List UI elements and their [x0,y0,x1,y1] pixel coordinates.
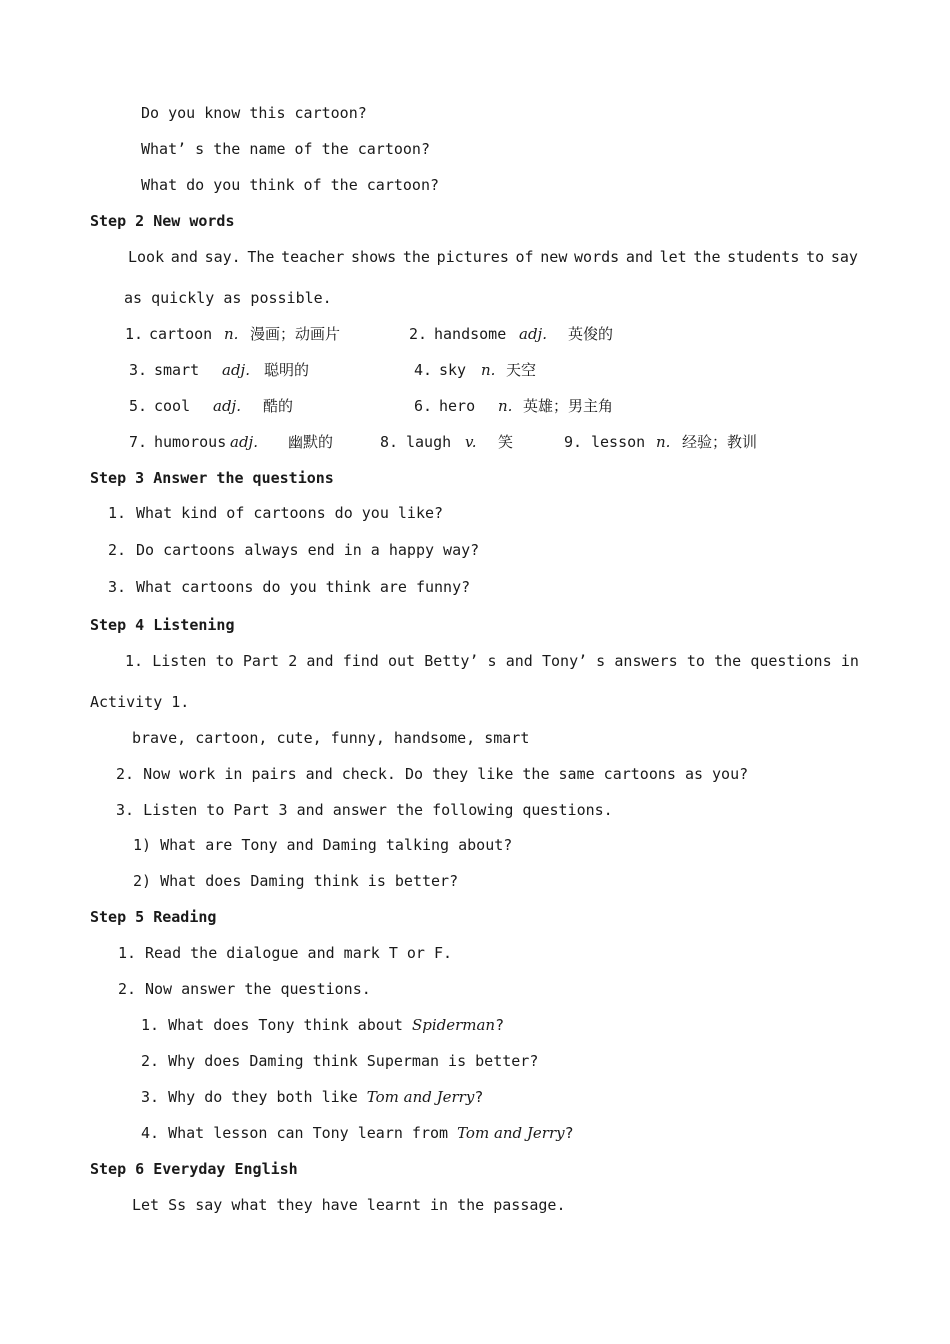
question-number: 3. [108,578,127,596]
step-3-question-1 [0,503,950,523]
vocab-number: 2. [409,325,428,343]
reading-question-1: 1. What does Tony think about Spiderman? [141,1016,505,1034]
word: and [170,248,198,266]
word: Part [242,652,279,670]
vocab-word: sky [439,361,467,379]
word: new [540,248,568,266]
intro-question-3: What do you think of the cartoon? [141,176,440,194]
step-4-heading: Step 4 Listening [90,616,235,634]
word: and [505,652,533,670]
vocab-meaning: 笑 [498,433,514,451]
word: say [830,248,858,266]
vocab-word: handsome [434,325,507,343]
step-2-instruction-line-2: as quickly as possible. [124,289,332,307]
word: say. [204,248,241,266]
step-4-item-3: 3. Listen to Part 3 and answer the following questions. [116,801,613,819]
word: out [388,652,416,670]
word: 1. [125,652,144,670]
vocab-meaning: 幽默的 [288,433,334,451]
step-3-question-2 [0,540,950,560]
word: to [806,248,825,266]
intro-question-2: What’ s the name of the cartoon? [141,140,430,158]
step-4-item-1-line-1 [125,651,859,671]
vocab-row-3 [0,396,950,416]
vocab-pos: adj. [230,433,258,451]
vocab-word: cool [154,397,191,415]
step-3-heading: Step 3 Answer the questions [90,469,334,487]
vocab-pos: n. [656,433,671,451]
word: and [306,652,334,670]
vocab-word: smart [154,361,200,379]
step-4-item-1-line-2: Activity 1. [90,693,190,711]
vocab-word: hero [439,397,476,415]
vocab-word: humorous [154,433,227,451]
vocab-meaning: 漫画；动画片 [250,325,341,343]
vocab-meaning: 聪明的 [264,361,310,379]
word: the [402,248,430,266]
intro-question-1: Do you know this cartoon? [141,104,367,122]
step-6-heading: Step 6 Everyday English [90,1160,298,1178]
vocab-number: 7. [129,433,148,451]
vocab-word: laugh [406,433,452,451]
word: 2 [288,652,298,670]
vocab-meaning: 英俊的 [568,325,614,343]
word: Listen [152,652,207,670]
vocab-row-2 [0,360,950,380]
vocab-row-1 [0,324,950,344]
title-italic: Spiderman [411,1016,496,1034]
word: pictures [436,248,509,266]
question-number: 1. [108,504,127,522]
vocab-meaning: 酷的 [263,397,294,415]
word: shows [351,248,397,266]
word: Betty’ s [424,652,497,670]
reading-question-3: 3. Why do they both like Tom and Jerry? [141,1088,484,1106]
word-bank: brave, cartoon, cute, funny, handsome, smart [132,729,530,747]
vocab-meaning: 经验；教训 [682,433,758,451]
word: Tony’ s [542,652,606,670]
vocab-pos: adj. [519,325,547,343]
item-text: Now answer the questions. [145,980,371,998]
step-4-item-2: 2. Now work in pairs and check. Do they like the same cartoons as you? [116,765,749,783]
question-text: Do cartoons always end in a happy way? [136,541,480,559]
vocab-number: 9. [564,433,583,451]
word: to [215,652,234,670]
step-2-heading: Step 2 New words [90,212,235,230]
vocab-number: 3. [129,361,148,379]
step-2-instruction-line-1 [128,247,858,267]
reading-question-4: 4. What lesson can Tony learn from Tom and Jerry? [141,1124,574,1142]
question-text: What kind of cartoons do you like? [136,504,444,522]
word: questions [750,652,832,670]
vocab-meaning: 英雄；男主角 [523,397,614,415]
word: students [727,248,800,266]
vocab-number: 1. [125,325,144,343]
step-6-text: Let Ss say what they have learnt in the passage. [132,1196,566,1214]
word: to [686,652,705,670]
vocab-pos: n. [224,325,239,343]
question-number: 2. [108,541,127,559]
step-5-item-1 [0,943,950,963]
step-4-sub-question-2: 2) What does Daming think is better? [133,872,459,890]
reading-question-2: 2. Why does Daming think Superman is better? [141,1052,539,1070]
title-italic: Tom and Jerry [457,1124,565,1142]
vocab-pos: n. [481,361,496,379]
word: the [714,652,742,670]
word: the [693,248,721,266]
item-text: Read the dialogue and mark T or F. [145,944,453,962]
word: The [247,248,275,266]
vocab-number: 5. [129,397,148,415]
step-5-item-2 [0,979,950,999]
vocab-word: cartoon [149,325,213,343]
word: and [625,248,653,266]
step-3-question-3 [0,577,950,597]
title-italic: Tom and Jerry [366,1088,475,1106]
vocab-number: 6. [414,397,433,415]
vocab-pos: adj. [213,397,241,415]
word: find [342,652,379,670]
word: let [659,248,687,266]
vocab-meaning: 天空 [506,361,537,379]
step-4-sub-question-1: 1) What are Tony and Daming talking about? [133,836,513,854]
word: teacher [281,248,345,266]
word: in [840,652,859,670]
vocab-number: 4. [414,361,433,379]
vocab-word: lesson [591,433,646,451]
vocab-row-4 [0,432,950,452]
word: of [515,248,534,266]
step-5-heading: Step 5 Reading [90,908,217,926]
vocab-pos: v. [465,433,477,451]
word: answers [614,652,678,670]
question-text: What cartoons do you think are funny? [136,578,471,596]
item-number: 2. [118,980,137,998]
word: Look [128,248,165,266]
vocab-pos: adj. [222,361,250,379]
word: words [574,248,620,266]
vocab-number: 8. [380,433,399,451]
item-number: 1. [118,944,137,962]
vocab-pos: n. [498,397,513,415]
